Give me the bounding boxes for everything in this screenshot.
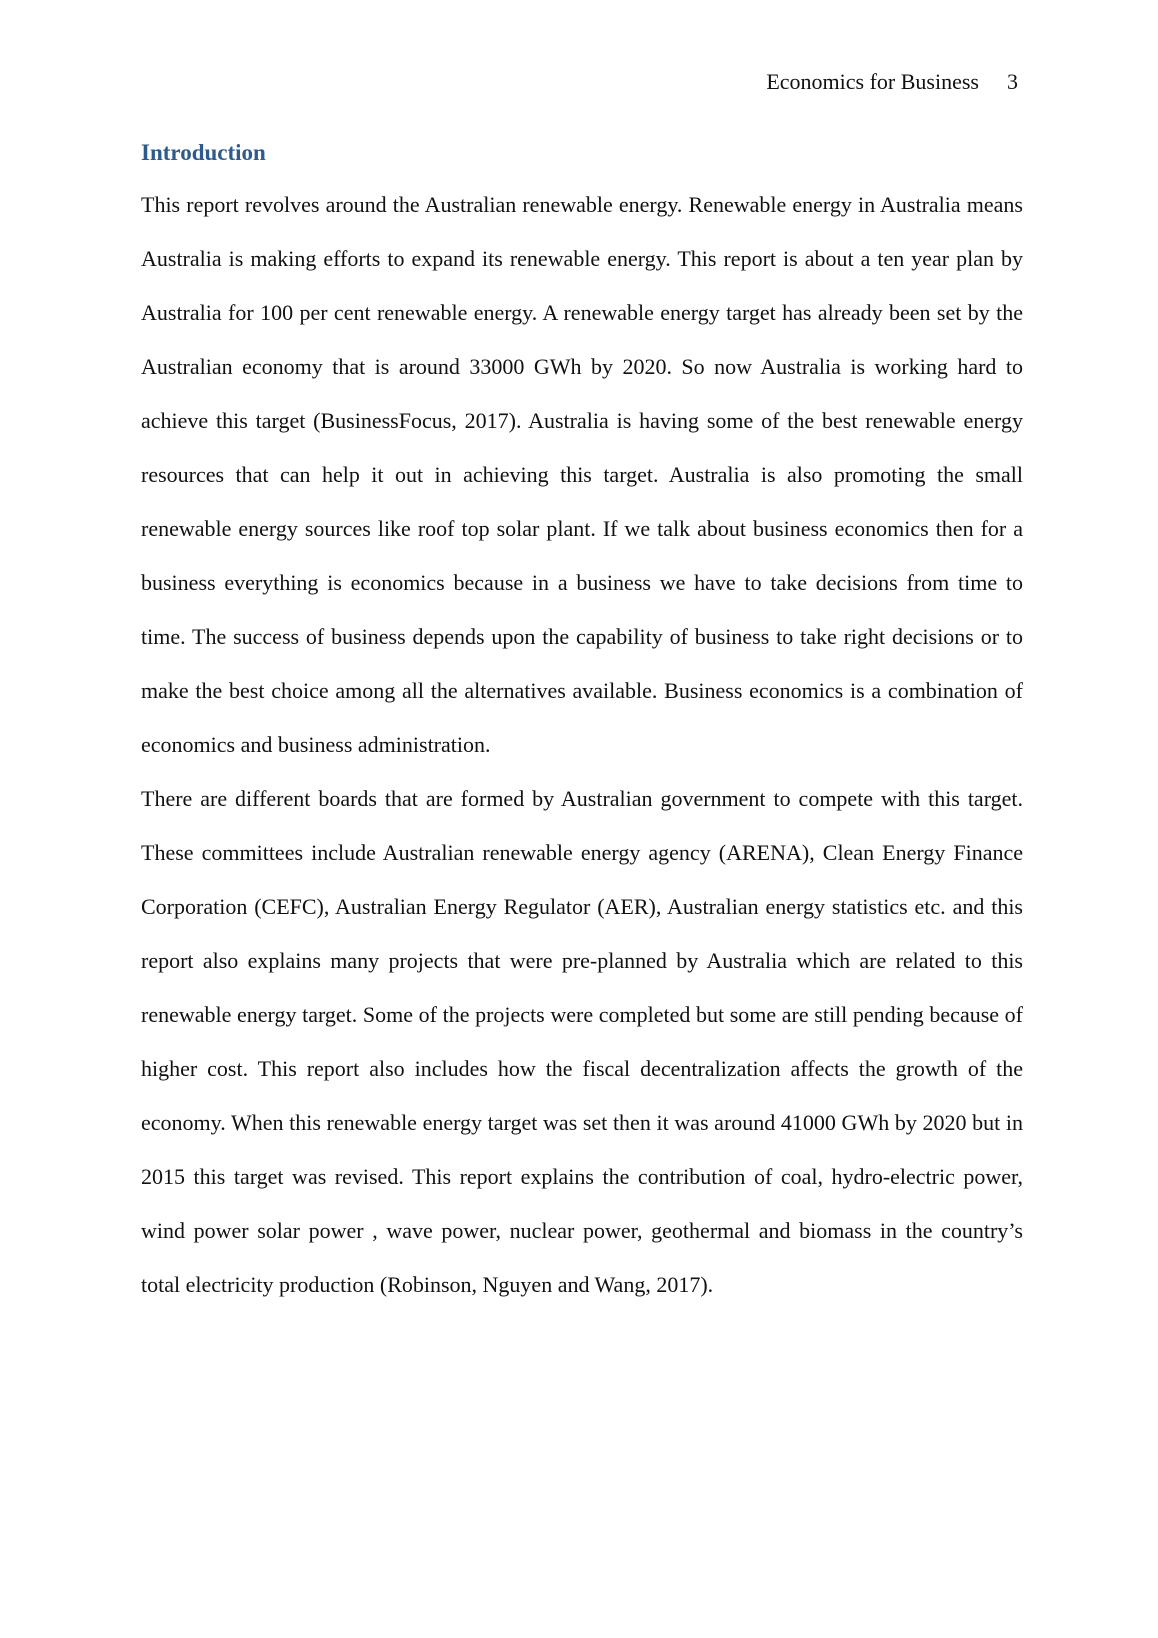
page-number: 3 bbox=[1007, 69, 1018, 94]
header-title: Economics for Business bbox=[766, 69, 979, 94]
body-paragraph-1: This report revolves around the Australian renewable energy. Renewable energy in Australia means Australia is making efforts to expand its renewable energy. This report is about a ten year plan by Australia for 100 per cent renewable energy. A renewable energy target has already been set by the Australian economy that is around 33000 GWh by 2020. So now Australia is working hard to achieve this target (BusinessFocus, 2017). Australia is having some of the best renewable energy resources that can help it out in achieving this target. Australia is also promoting the small renewable energy sources like roof top solar plant. If we talk about business economics then for a business everything is economics because in a business we have to take decisions from time to time. The success of business depends upon the capability of business to take right decisions or to make the best choice among all the alternatives available. Business economics is a combination of economics and business administration. bbox=[141, 192, 1023, 757]
section-heading: Introduction bbox=[141, 140, 266, 165]
body-paragraph-2: There are different boards that are formed by Australian government to compete with this target. These committees include Australian renewable energy agency (ARENA), Clean Energy Finance Corporation (CEFC), Australian Energy Regulator (AER), Australian energy statistics etc. and this report also explains many projects that were pre-planned by Australia which are related to this renewable energy target. Some of the projects were completed but some are still pending because of higher cost. This report also includes how the fiscal decentralization affects the growth of the economy. When this renewable energy target was set then it was around 41000 GWh by 2020 but in 2015 this target was revised. This report explains the contribution of coal, hydro-electric power, wind power solar power , wave power, nuclear power, geothermal and biomass in the country’s total electricity production (Robinson, Nguyen and Wang, 2017). bbox=[141, 786, 1023, 1297]
document-body bbox=[141, 138, 1023, 1312]
running-header bbox=[766, 68, 1018, 96]
